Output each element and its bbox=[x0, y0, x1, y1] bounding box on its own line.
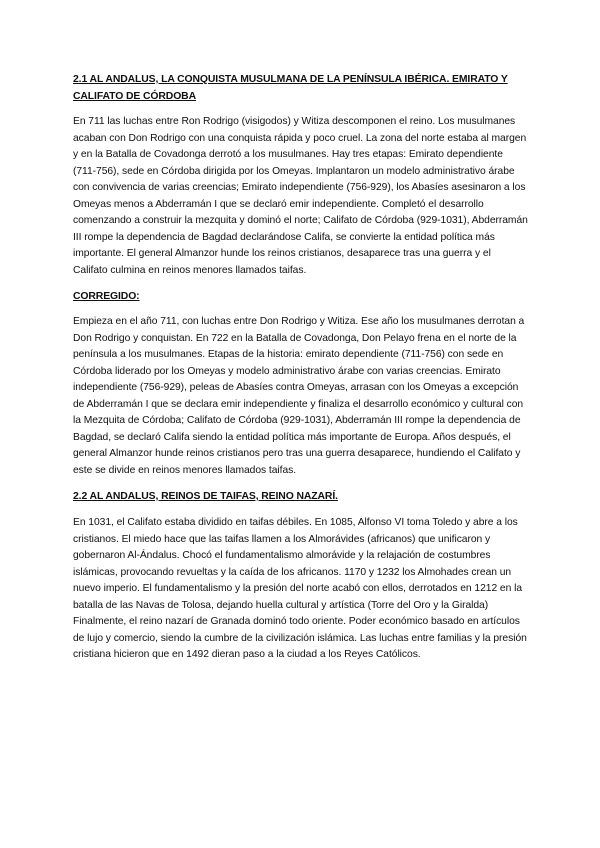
corrected-paragraph: Empieza en el año 711, con luchas entre Don Rodrigo y Witiza. Ese año los musulmanes derrotan a Don Rodrigo y conquistan. En 722 en la Batalla de Covadonga, Don Pelayo frena en el norte de la península a los musulmanes. Etapas de la historia: emirato dependiente (711-756) con sede en Córdoba liderado por los Omeyas y modelo administrativo árabe con varias creencias. Emirato independiente (756-929), peleas de Abasíes contra Omeyas, arrasan con los Omeyas a excepción de Abderramán I que se declara emir independiente y finaliza el desarrollo económico y cultural con la Mezquita de Córdoba; Califato de Córdoba (929-1031), Abderramán III rompe la dependencia de Bagdad, se declaró Califa siendo la entidad política más importante de Europa. Años después, el general Almanzor hunde reinos cristianos pero tras una guerra desaparece, hundiendo el Califato y este se divide en reinos menores llamados taifas. bbox=[73, 316, 525, 476]
section-heading-2-2: 2.2 AL ANDALUS, REINOS DE TAIFAS, REINO NAZARÍ. bbox=[73, 491, 338, 502]
corrected-heading: CORREGIDO: bbox=[73, 291, 140, 302]
section-heading-2-1: 2.1 AL ANDALUS, LA CONQUISTA MUSULMANA DE LA PENÍNSULA IBÉRICA. EMIRATO Y CALIFATO DE CÓRDOBA bbox=[73, 74, 508, 102]
section-paragraph-2-1: En 711 las luchas entre Ron Rodrigo (visigodos) y Witiza descomponen el reino. Los musulmanes acaban con Don Rodrigo con una conquista rápida y poco cruel. La zona del norte estaba al margen y en la Batalla de Covadonga derrotó a los musulmanes. Hay tres etapas: Emirato dependiente (711-756), sede en Córdoba dirigida por los Omeyas. Implantaron un modelo administrativo árabe con convivencia de varias creencias; Emirato independiente (756-929), los Abasíes asesinaron a los Omeyas menos a Abderramán I que se declaró emir independiente. Completó el desarrollo comenzando a construir la mezquita y dominó el norte; Califato de Córdoba (929-1031), Abderramán III rompe la dependencia de Bagdad declarándose Califa, se convierte la entidad política más importante. El general Almanzor hunde los reinos cristianos, desaparece tras una guerra y el Califato culmina en reinos menores llamados taifas. bbox=[73, 116, 528, 276]
section-paragraph-2-2: En 1031, el Califato estaba dividido en taifas débiles. En 1085, Alfonso VI toma Toledo y abre a los cristianos. El miedo hace que las taifas llamen a los Almorávides (africanos) que unificaron y gobernaron Al-Ándalus. Chocó el fundamentalismo almorávide y la relajación de costumbres islámicas, provocando revueltas y la caída de los africanos. 1170 y 1232 los Almohades crean un nuevo imperio. El fundamentalismo y la presión del norte acabó con ellos, derrotados en 1212 en la batalla de las Navas de Tolosa, dejando huella cultural y artística (Torre del Oro y la Giralda) Finalmente, el reino nazarí de Granada dominó todo oriente. Poder económico basado en artículos de lujo y comercio, siendo la cumbre de la civilización islámica. Las luchas entre familias y la presión cristiana hicieron que en 1492 dieran paso a la ciudad a los Reyes Católicos. bbox=[73, 517, 527, 660]
